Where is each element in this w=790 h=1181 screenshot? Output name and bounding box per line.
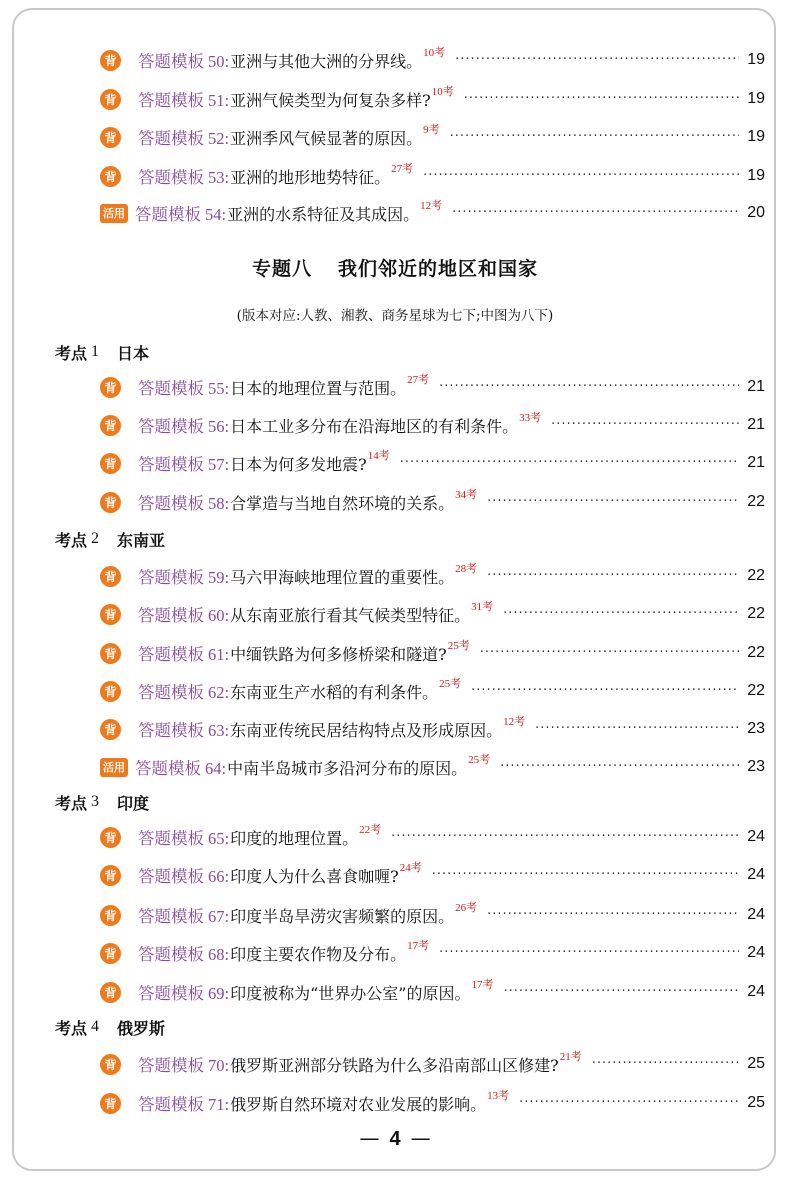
section-label: 考点 [55,1018,88,1038]
template-number: 52 [208,129,225,148]
toc-entry[interactable] [100,938,765,968]
bei-badge-icon: 背 [100,166,121,187]
template-number: 65 [208,829,225,848]
topic-heading: 我们邻近的地区和国家 [338,258,539,280]
page-ref: 24 [747,828,765,845]
dot-leader [592,1049,740,1079]
page-ref: 24 [747,983,765,1000]
dot-leader [487,561,739,591]
page-ref: 22 [747,605,765,622]
toc-entry[interactable] [100,1088,765,1118]
template-number: 53 [208,168,225,187]
template-number: 56 [208,417,225,436]
question-text: 日本为何多发地震? [230,454,367,474]
toc-entry[interactable] [100,860,765,890]
page-ref: 25 [747,1055,765,1072]
template-colon: : [224,568,230,587]
template-colon: : [224,129,230,148]
toc-entry[interactable] [100,752,765,782]
question-text: 俄罗斯亚洲部分铁路为什么多沿南部山区修建? [230,1055,559,1075]
bei-badge-icon: 背 [100,604,121,625]
bei-badge-icon: 背 [100,643,121,664]
bei-badge-icon: 背 [100,89,121,110]
dot-leader [487,487,739,517]
page-ref: 24 [747,944,765,961]
template-prefix: 答题模板 [138,417,204,436]
dot-leader [500,752,739,782]
dot-leader [439,938,739,968]
dot-leader [551,410,739,440]
template-prefix: 答题模板 [138,907,204,926]
huoyong-badge-icon: 活用 [100,204,128,223]
exam-count-badge: 25考 [447,640,470,652]
template-colon: : [224,945,230,964]
template-colon: : [224,455,230,474]
section-heading [55,340,149,364]
section-label: 考点 [55,343,88,363]
exam-count-badge: 33考 [519,412,542,424]
dot-leader [480,638,740,668]
section-label: 考点 [55,530,88,550]
template-number: 61 [208,645,225,664]
template-number: 69 [208,984,225,1003]
bei-badge-icon: 背 [100,719,121,740]
template-colon: : [224,494,230,513]
exam-count-badge: 25考 [439,678,462,690]
template-label [138,602,230,626]
template-prefix: 答题模板 [138,645,204,664]
toc-entry[interactable] [100,161,765,191]
template-prefix: 答题模板 [138,455,204,474]
section-number: 1 [91,343,100,360]
template-label [138,717,230,741]
bei-badge-icon: 背 [100,905,121,926]
page-ref: 22 [747,644,765,661]
dot-leader [432,860,740,890]
dot-leader [487,900,739,930]
section-heading [55,1015,165,1039]
toc-entry[interactable] [100,638,765,668]
question-text: 日本的地理位置与范围。 [230,378,407,398]
bei-badge-icon: 背 [100,827,121,848]
template-prefix: 答题模板 [138,91,204,110]
dot-leader [391,822,739,852]
template-label [138,825,230,849]
template-prefix: 答题模板 [138,1056,204,1075]
toc-entry[interactable] [100,977,765,1007]
footer-dash-left: — [359,1126,380,1150]
template-colon: : [221,205,227,224]
page-ref: 24 [747,906,765,923]
bei-badge-icon: 背 [100,1093,121,1114]
question-text: 印度的地理位置。 [230,828,359,848]
template-colon: : [224,168,230,187]
template-colon: : [224,52,230,71]
template-label [138,48,230,72]
template-prefix: 答题模板 [138,129,204,148]
dot-leader [455,45,739,75]
template-number: 64 [205,759,222,778]
dot-leader [503,599,739,629]
exam-count-badge: 12考 [503,716,526,728]
template-colon: : [224,606,230,625]
bei-badge-icon: 背 [100,415,121,436]
bei-badge-icon: 背 [100,492,121,513]
template-prefix: 答题模板 [138,1095,204,1114]
template-label [138,863,230,887]
dot-leader [423,161,739,191]
template-label [138,413,230,437]
dot-leader [450,122,740,152]
topic-title [0,254,790,281]
template-prefix: 答题模板 [135,205,201,224]
topic-subtitle: (版本对应:人教、湘教、商务星球为七下;中图为八下) [236,308,554,324]
bei-badge-icon: 背 [100,681,121,702]
template-label [138,451,230,475]
template-number: 60 [208,606,225,625]
template-label [138,1091,230,1115]
template-prefix: 答题模板 [138,721,204,740]
bei-badge-icon: 背 [100,1054,121,1075]
footer-dash-right: — [410,1126,431,1150]
page-ref: 21 [747,454,765,471]
dot-leader [452,198,739,228]
toc-entry[interactable] [100,822,765,852]
huoyong-badge-icon: 活用 [100,758,128,777]
template-colon: : [224,379,230,398]
exam-count-badge: 12考 [420,200,443,212]
exam-count-badge: 21考 [559,1051,582,1063]
question-text: 东南亚生产水稻的有利条件。 [230,682,439,702]
bei-badge-icon: 背 [100,127,121,148]
template-label [135,755,227,779]
section-title: 俄罗斯 [117,1018,166,1038]
toc-entry[interactable] [100,1049,765,1079]
page-ref: 19 [747,128,765,145]
toc-entry[interactable] [100,676,765,706]
toc-entry[interactable] [100,900,765,930]
template-label [138,164,230,188]
template-number: 55 [208,379,225,398]
question-text: 合掌造与当地自然环境的关系。 [230,493,455,513]
exam-count-badge: 25考 [468,754,491,766]
dot-leader [471,676,739,706]
dot-leader [535,714,739,744]
template-colon: : [224,1095,230,1114]
section-heading [55,790,149,814]
question-text: 中南半岛城市多沿河分布的原因。 [227,758,468,778]
template-prefix: 答题模板 [138,606,204,625]
page-ref: 19 [747,51,765,68]
question-text: 马六甲海峡地理位置的重要性。 [230,567,455,587]
template-label [138,564,230,588]
template-prefix: 答题模板 [138,683,204,702]
template-number: 66 [208,867,225,886]
template-label [138,980,230,1004]
toc-entry[interactable] [100,714,765,744]
template-label [138,641,230,665]
question-text: 亚洲的地形地势特征。 [230,167,391,187]
dot-leader [503,977,739,1007]
question-text: 中缅铁路为何多修桥梁和隧道? [230,644,447,664]
template-prefix: 答题模板 [138,168,204,187]
dot-leader [519,1088,739,1118]
template-label [138,87,230,111]
template-label [138,903,230,927]
section-title: 印度 [117,793,150,813]
exam-count-badge: 17考 [407,940,430,952]
exam-count-badge: 9考 [423,124,440,136]
exam-count-badge: 13考 [487,1090,510,1102]
template-colon: : [224,907,230,926]
template-prefix: 答题模板 [138,52,204,71]
template-number: 68 [208,945,225,964]
template-number: 67 [208,907,225,926]
bei-badge-icon: 背 [100,566,121,587]
dot-leader [439,372,739,402]
template-label [135,201,227,225]
exam-count-badge: 14考 [367,450,390,462]
template-label [138,941,230,965]
page-ref: 22 [747,493,765,510]
template-colon: : [224,867,230,886]
question-text: 印度半岛旱涝灾害频繁的原因。 [230,906,455,926]
exam-count-badge: 10考 [431,86,454,98]
question-text: 亚洲季风气候显著的原因。 [230,128,423,148]
template-colon: : [224,984,230,1003]
template-prefix: 答题模板 [138,379,204,398]
page-ref: 19 [747,90,765,107]
template-number: 70 [208,1056,225,1075]
toc-entry[interactable] [100,487,765,517]
template-colon: : [224,829,230,848]
toc-entry[interactable] [100,122,765,152]
bei-badge-icon: 背 [100,982,121,1003]
section-heading [55,527,165,551]
section-number: 2 [91,530,100,547]
page-ref: 21 [747,378,765,395]
page-ref: 21 [747,416,765,433]
question-text: 印度人为什么喜食咖喱? [230,866,399,886]
exam-count-badge: 28考 [455,563,478,575]
exam-count-badge: 27考 [391,163,414,175]
template-colon: : [224,645,230,664]
template-colon: : [224,1056,230,1075]
template-number: 63 [208,721,225,740]
toc-entry[interactable] [100,561,765,591]
template-prefix: 答题模板 [138,568,204,587]
question-text: 印度主要农作物及分布。 [230,944,407,964]
template-label [138,125,230,149]
page-ref: 22 [747,567,765,584]
template-number: 54 [205,205,222,224]
page-ref: 23 [747,720,765,737]
section-label: 考点 [55,793,88,813]
exam-count-badge: 17考 [471,979,494,991]
topic-label: 专题八 [251,258,312,280]
question-text: 俄罗斯自然环境对农业发展的影响。 [230,1094,487,1114]
question-text: 从东南亚旅行看其气候类型特征。 [230,605,471,625]
template-prefix: 答题模板 [138,984,204,1003]
exam-count-badge: 22考 [359,824,382,836]
bei-badge-icon: 背 [100,865,121,886]
bei-badge-icon: 背 [100,377,121,398]
toc-entry[interactable] [100,198,765,228]
question-text: 日本工业多分布在沿海地区的有利条件。 [230,416,519,436]
dot-leader [400,448,740,478]
page-ref: 20 [747,204,765,221]
page-ref: 22 [747,682,765,699]
template-prefix: 答题模板 [138,945,204,964]
template-number: 62 [208,683,225,702]
exam-count-badge: 26考 [455,902,478,914]
bei-badge-icon: 背 [100,50,121,71]
template-colon: : [224,417,230,436]
template-number: 51 [208,91,225,110]
template-colon: : [221,759,227,778]
page-ref: 24 [747,866,765,883]
page-number: 4 [389,1128,401,1150]
question-text: 亚洲与其他大洲的分界线。 [230,51,423,71]
template-prefix: 答题模板 [138,829,204,848]
section-number: 4 [91,1018,100,1035]
toc-entry[interactable] [100,410,765,440]
template-label [138,1052,230,1076]
page-ref: 23 [747,758,765,775]
question-text: 东南亚传统民居结构特点及形成原因。 [230,720,503,740]
template-prefix: 答题模板 [138,867,204,886]
template-colon: : [224,683,230,702]
bei-badge-icon: 背 [100,453,121,474]
template-label [138,375,230,399]
template-label [138,490,230,514]
template-number: 58 [208,494,225,513]
section-title: 日本 [117,343,150,363]
dot-leader [464,84,740,114]
template-prefix: 答题模板 [135,759,201,778]
question-text: 亚洲的水系特征及其成因。 [227,204,420,224]
page-footer [0,1126,790,1151]
template-number: 50 [208,52,225,71]
exam-count-badge: 31考 [471,601,494,613]
toc-entry[interactable] [100,84,765,114]
question-text: 印度被称为“世界办公室”的原因。 [230,983,471,1003]
page-ref: 25 [747,1094,765,1111]
section-title: 东南亚 [117,530,166,550]
template-colon: : [224,721,230,740]
template-number: 71 [208,1095,225,1114]
toc-entry[interactable] [100,372,765,402]
exam-count-badge: 24考 [399,862,422,874]
toc-entry[interactable] [100,599,765,629]
toc-entry[interactable] [100,45,765,75]
question-text: 亚洲气候类型为何复杂多样? [230,90,431,110]
template-colon: : [224,91,230,110]
template-number: 59 [208,568,225,587]
template-prefix: 答题模板 [138,494,204,513]
section-number: 3 [91,793,100,810]
bei-badge-icon: 背 [100,943,121,964]
exam-count-badge: 34考 [455,489,478,501]
toc-entry[interactable] [100,448,765,478]
exam-count-badge: 27考 [407,374,430,386]
page-ref: 19 [747,167,765,184]
template-label [138,679,230,703]
exam-count-badge: 10考 [423,47,446,59]
template-number: 57 [208,455,225,474]
